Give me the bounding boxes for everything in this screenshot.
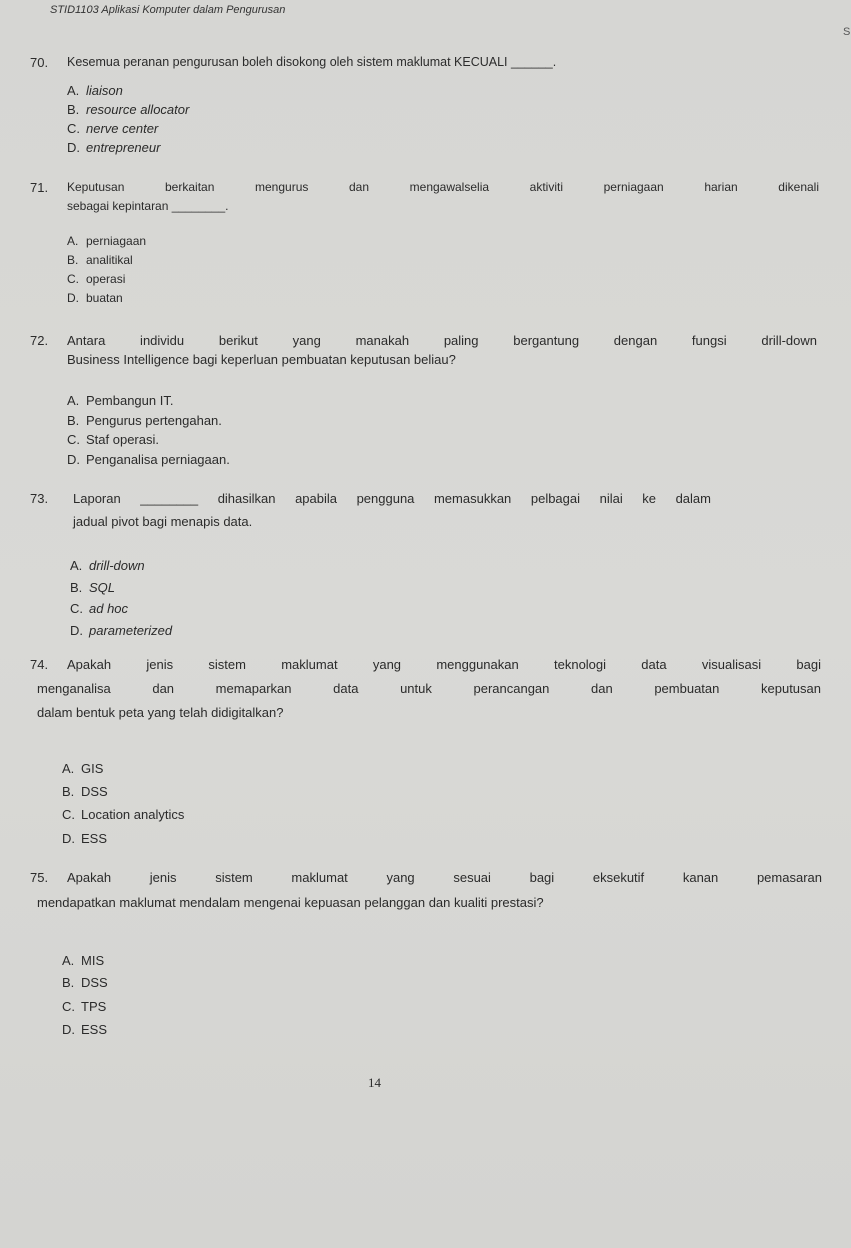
question-text: dalam bentuk peta yang telah didigitalkan? (37, 705, 284, 720)
question-number: 72. (30, 333, 49, 348)
option-text: DSS (81, 784, 108, 799)
option-text: Pembangun IT. (86, 393, 174, 408)
option-letter: B. (67, 413, 80, 428)
option-letter: D. (70, 623, 83, 638)
option-letter: B. (70, 580, 83, 595)
option-text: SQL (89, 580, 116, 595)
option-text: GIS (81, 761, 104, 776)
question-number: 74. (30, 657, 49, 672)
option-text: operasi (86, 272, 126, 286)
question-text: mendapatkan maklumat mendalam mengenai kepuasan pelanggan dan kualiti prestasi? (37, 895, 544, 910)
option-text: buatan (86, 291, 123, 305)
question-number: 70. (30, 55, 49, 70)
option-text: analitikal (86, 253, 133, 267)
option-text: perniagaan (86, 234, 147, 248)
question-text: Laporan ________ dihasilkan apabila pengguna memasukkan pelbagai nilai ke dalam (73, 491, 711, 506)
option-text: parameterized (89, 623, 173, 638)
option-letter: C. (67, 272, 79, 286)
option-letter: D. (67, 291, 79, 305)
option-letter: A. (67, 393, 80, 408)
option-letter: B. (62, 784, 75, 799)
question-number: 73. (30, 491, 49, 506)
option-letter: A. (70, 558, 83, 573)
question-text: Antara individu berikut yang manakah paling bergantung dengan fungsi drill-down (67, 333, 817, 348)
question-text: Business Intelligence bagi keperluan pembuatan keputusan beliau? (67, 352, 456, 367)
option-text: Staf operasi. (86, 432, 159, 447)
option-text: TPS (81, 999, 107, 1014)
option-text: ESS (81, 1022, 108, 1037)
option-letter: A. (62, 953, 75, 968)
option-text: resource allocator (86, 102, 190, 117)
question-text: sebagai kepintaran ________. (67, 199, 229, 213)
question-text: menganalisa dan memaparkan data untuk perancangan dan pembuatan keputusan (37, 681, 821, 696)
option-letter: B. (67, 102, 80, 117)
option-letter: C. (62, 999, 75, 1014)
page-number: 14 (368, 1075, 381, 1090)
option-letter: D. (67, 452, 80, 467)
option-letter: C. (67, 432, 80, 447)
option-text: entrepreneur (86, 140, 161, 155)
option-text: nerve center (86, 121, 159, 136)
option-text: ad hoc (89, 601, 129, 616)
option-text: Pengurus pertengahan. (86, 413, 222, 428)
question-text: Keputusan berkaitan mengurus dan mengawalselia aktiviti perniagaan harian dikenali (67, 180, 819, 194)
option-letter: D. (62, 831, 75, 846)
option-text: ESS (81, 831, 108, 846)
option-letter: C. (70, 601, 83, 616)
option-letter: C. (62, 807, 75, 822)
option-text: MIS (81, 953, 105, 968)
option-letter: A. (67, 83, 80, 98)
question-text: Apakah jenis sistem maklumat yang menggunakan teknologi data visualisasi bagi (67, 657, 821, 672)
option-letter: B. (62, 975, 75, 990)
edge-mark: S (843, 26, 851, 38)
option-letter: C. (67, 121, 80, 136)
question-number: 75. (30, 870, 49, 885)
document-header: STID1103 Aplikasi Komputer dalam Pengurusan (50, 4, 286, 16)
option-letter: A. (62, 761, 75, 776)
option-text: Location analytics (81, 807, 185, 822)
option-letter: A. (67, 234, 79, 248)
option-letter: B. (67, 253, 79, 267)
option-text: DSS (81, 975, 108, 990)
question-number: 71. (30, 180, 49, 195)
option-text: drill-down (89, 558, 145, 573)
question-text: jadual pivot bagi menapis data. (73, 514, 253, 529)
option-letter: D. (67, 140, 80, 155)
question-text: Apakah jenis sistem maklumat yang sesuai bagi eksekutif kanan pemasaran (67, 870, 822, 885)
option-text: liaison (86, 83, 123, 98)
option-letter: D. (62, 1022, 75, 1037)
option-text: Penganalisa perniagaan. (86, 452, 230, 467)
question-text: Kesemua peranan pengurusan boleh disokong oleh sistem maklumat KECUALI ______. (67, 55, 557, 69)
